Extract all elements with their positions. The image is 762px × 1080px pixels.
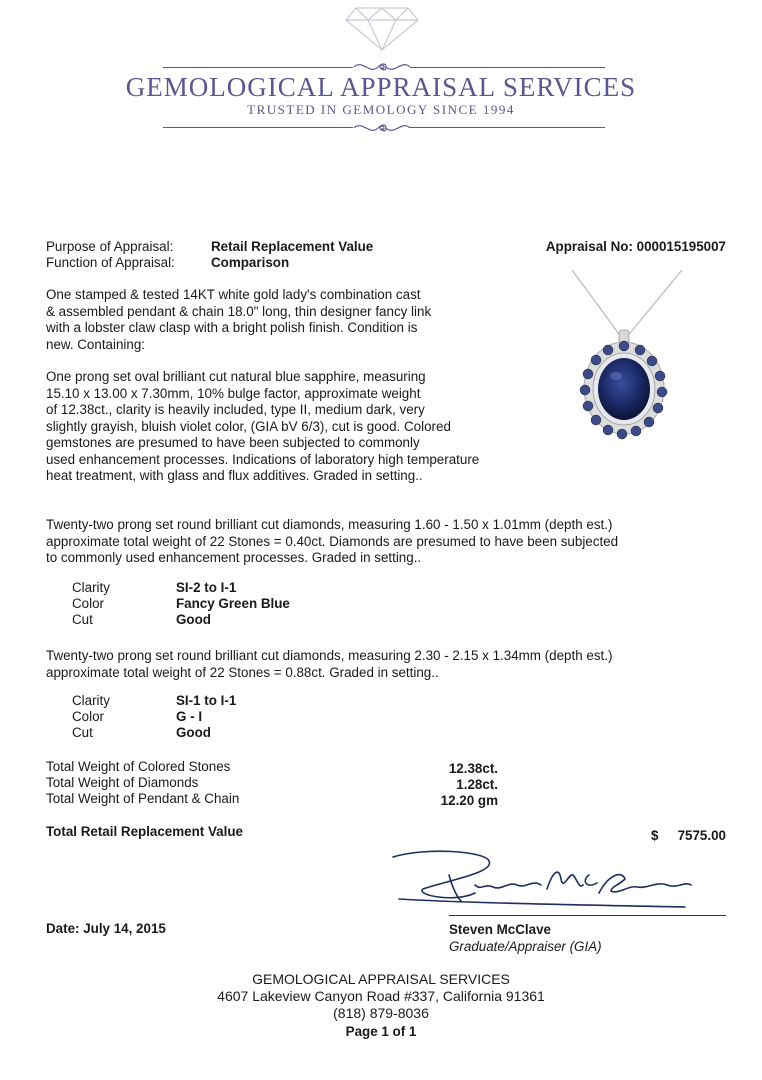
total-label: Total Weight of Colored Stones xyxy=(46,759,231,774)
sapphire-line: slightly grayish, bluish violet color, (GIA bV 6/3), cut is good. Colored xyxy=(46,418,451,434)
retail-value-amount: 7575.00 xyxy=(677,828,726,843)
sapphire-description xyxy=(46,369,479,485)
diamonds-1-description xyxy=(46,517,618,567)
footer-address: 4607 Lakeview Canyon Road #337, California 91361 xyxy=(217,988,545,1004)
company-tagline: TRUSTED IN GEMOLOGY SINCE 1994 xyxy=(247,102,515,117)
grade-label-clarity: Clarity xyxy=(72,580,110,595)
header-bottom-rule-right xyxy=(410,127,605,128)
diamonds-2-description xyxy=(46,648,612,681)
total-label: Total Weight of Pendant & Chain xyxy=(46,791,240,806)
purpose-value: Retail Replacement Value xyxy=(211,239,374,254)
sapphire-line: One prong set oval brilliant cut natural blue sapphire, measuring xyxy=(46,369,426,384)
appraisal-number: Appraisal No: 000015195007 xyxy=(545,239,726,254)
description-line: One stamped & tested 14KT white gold lady's combination cast xyxy=(46,287,421,302)
page-number: Page 1 of 1 xyxy=(345,1024,417,1039)
item-description xyxy=(46,287,431,353)
grade-label-cut: Cut xyxy=(72,725,93,740)
signature-line xyxy=(449,915,726,916)
total-label: Total Weight of Diamonds xyxy=(46,775,199,790)
function-value: Comparison xyxy=(211,255,290,270)
grade-label-color: Color xyxy=(72,596,104,611)
appraiser-name: Steven McClave xyxy=(449,922,551,937)
grade-value-color: G - I xyxy=(176,709,203,724)
appraiser-signature xyxy=(385,845,705,920)
grade-value-cut: Good xyxy=(176,725,211,740)
sapphire-line: heat treatment, with glass and flux additives. Graded in setting.. xyxy=(46,468,423,483)
grade-value-cut: Good xyxy=(176,612,211,627)
grade-value-clarity: SI-2 to I-1 xyxy=(176,580,237,595)
sapphire-line: gemstones are presumed to have been subjected to commonly xyxy=(46,435,420,450)
grade-label-cut: Cut xyxy=(72,612,93,627)
diamonds-2-line: approximate total weight of 22 Stones = 0.88ct. Graded in setting.. xyxy=(46,664,439,680)
function-label: Function of Appraisal: xyxy=(46,255,175,270)
diamonds-1-line: Twenty-two prong set round brilliant cut diamonds, measuring 1.60 - 1.50 x 1.01mm (depth est.) xyxy=(46,517,613,532)
appraiser-title: Graduate/Appraiser (GIA) xyxy=(449,939,602,954)
sapphire-line: of 12.38ct., clarity is heavily included, type II, medium dark, very xyxy=(46,402,425,417)
footer-company: GEMOLOGICAL APPRAISAL SERVICES xyxy=(252,971,510,987)
grade-label-color: Color xyxy=(72,709,104,724)
header-bottom-rule-left xyxy=(163,127,353,128)
description-line: & assembled pendant & chain 18.0" long, thin designer fancy link xyxy=(46,303,432,319)
diamonds-1-line: to commonly used enhancement processes. Graded in setting.. xyxy=(46,550,422,565)
grade-value-color: Fancy Green Blue xyxy=(176,596,290,611)
description-line: with a lobster claw clasp with a bright polish finish. Condition is xyxy=(46,320,418,335)
header-top-rule-right xyxy=(410,67,605,68)
total-value: 12.38ct. xyxy=(448,761,498,776)
appraisal-date: Date: July 14, 2015 xyxy=(46,921,166,936)
grade-value-clarity: SI-1 to I-1 xyxy=(176,693,237,708)
sapphire-line: 15.10 x 13.00 x 7.30mm, 10% bulge factor, approximate weight xyxy=(46,385,421,401)
diamonds-1-line: approximate total weight of 22 Stones = 0.40ct. Diamonds are presumed to have been subjected xyxy=(46,533,619,549)
header-top-rule-left xyxy=(163,67,353,68)
footer-phone: (818) 879-8036 xyxy=(333,1005,429,1021)
diamond-logo-icon xyxy=(342,2,422,52)
retail-value-label: Total Retail Replacement Value xyxy=(46,824,243,839)
ornament-scroll-icon xyxy=(352,118,412,138)
purpose-label: Purpose of Appraisal: xyxy=(46,239,174,254)
total-value: 1.28ct. xyxy=(456,777,498,792)
pendant-photo xyxy=(560,268,690,468)
grade-label-clarity: Clarity xyxy=(72,693,110,708)
total-value: 12.20 gm xyxy=(440,793,498,808)
company-title: GEMOLOGICAL APPRAISAL SERVICES xyxy=(125,72,637,102)
sapphire-line: used enhancement processes. Indications of laboratory high temperature xyxy=(46,451,480,467)
diamonds-2-line: Twenty-two prong set round brilliant cut diamonds, measuring 2.30 - 2.15 x 1.34mm (depth est.) xyxy=(46,648,613,663)
description-line: new. Containing: xyxy=(46,336,146,352)
currency-symbol: $ xyxy=(651,828,659,843)
